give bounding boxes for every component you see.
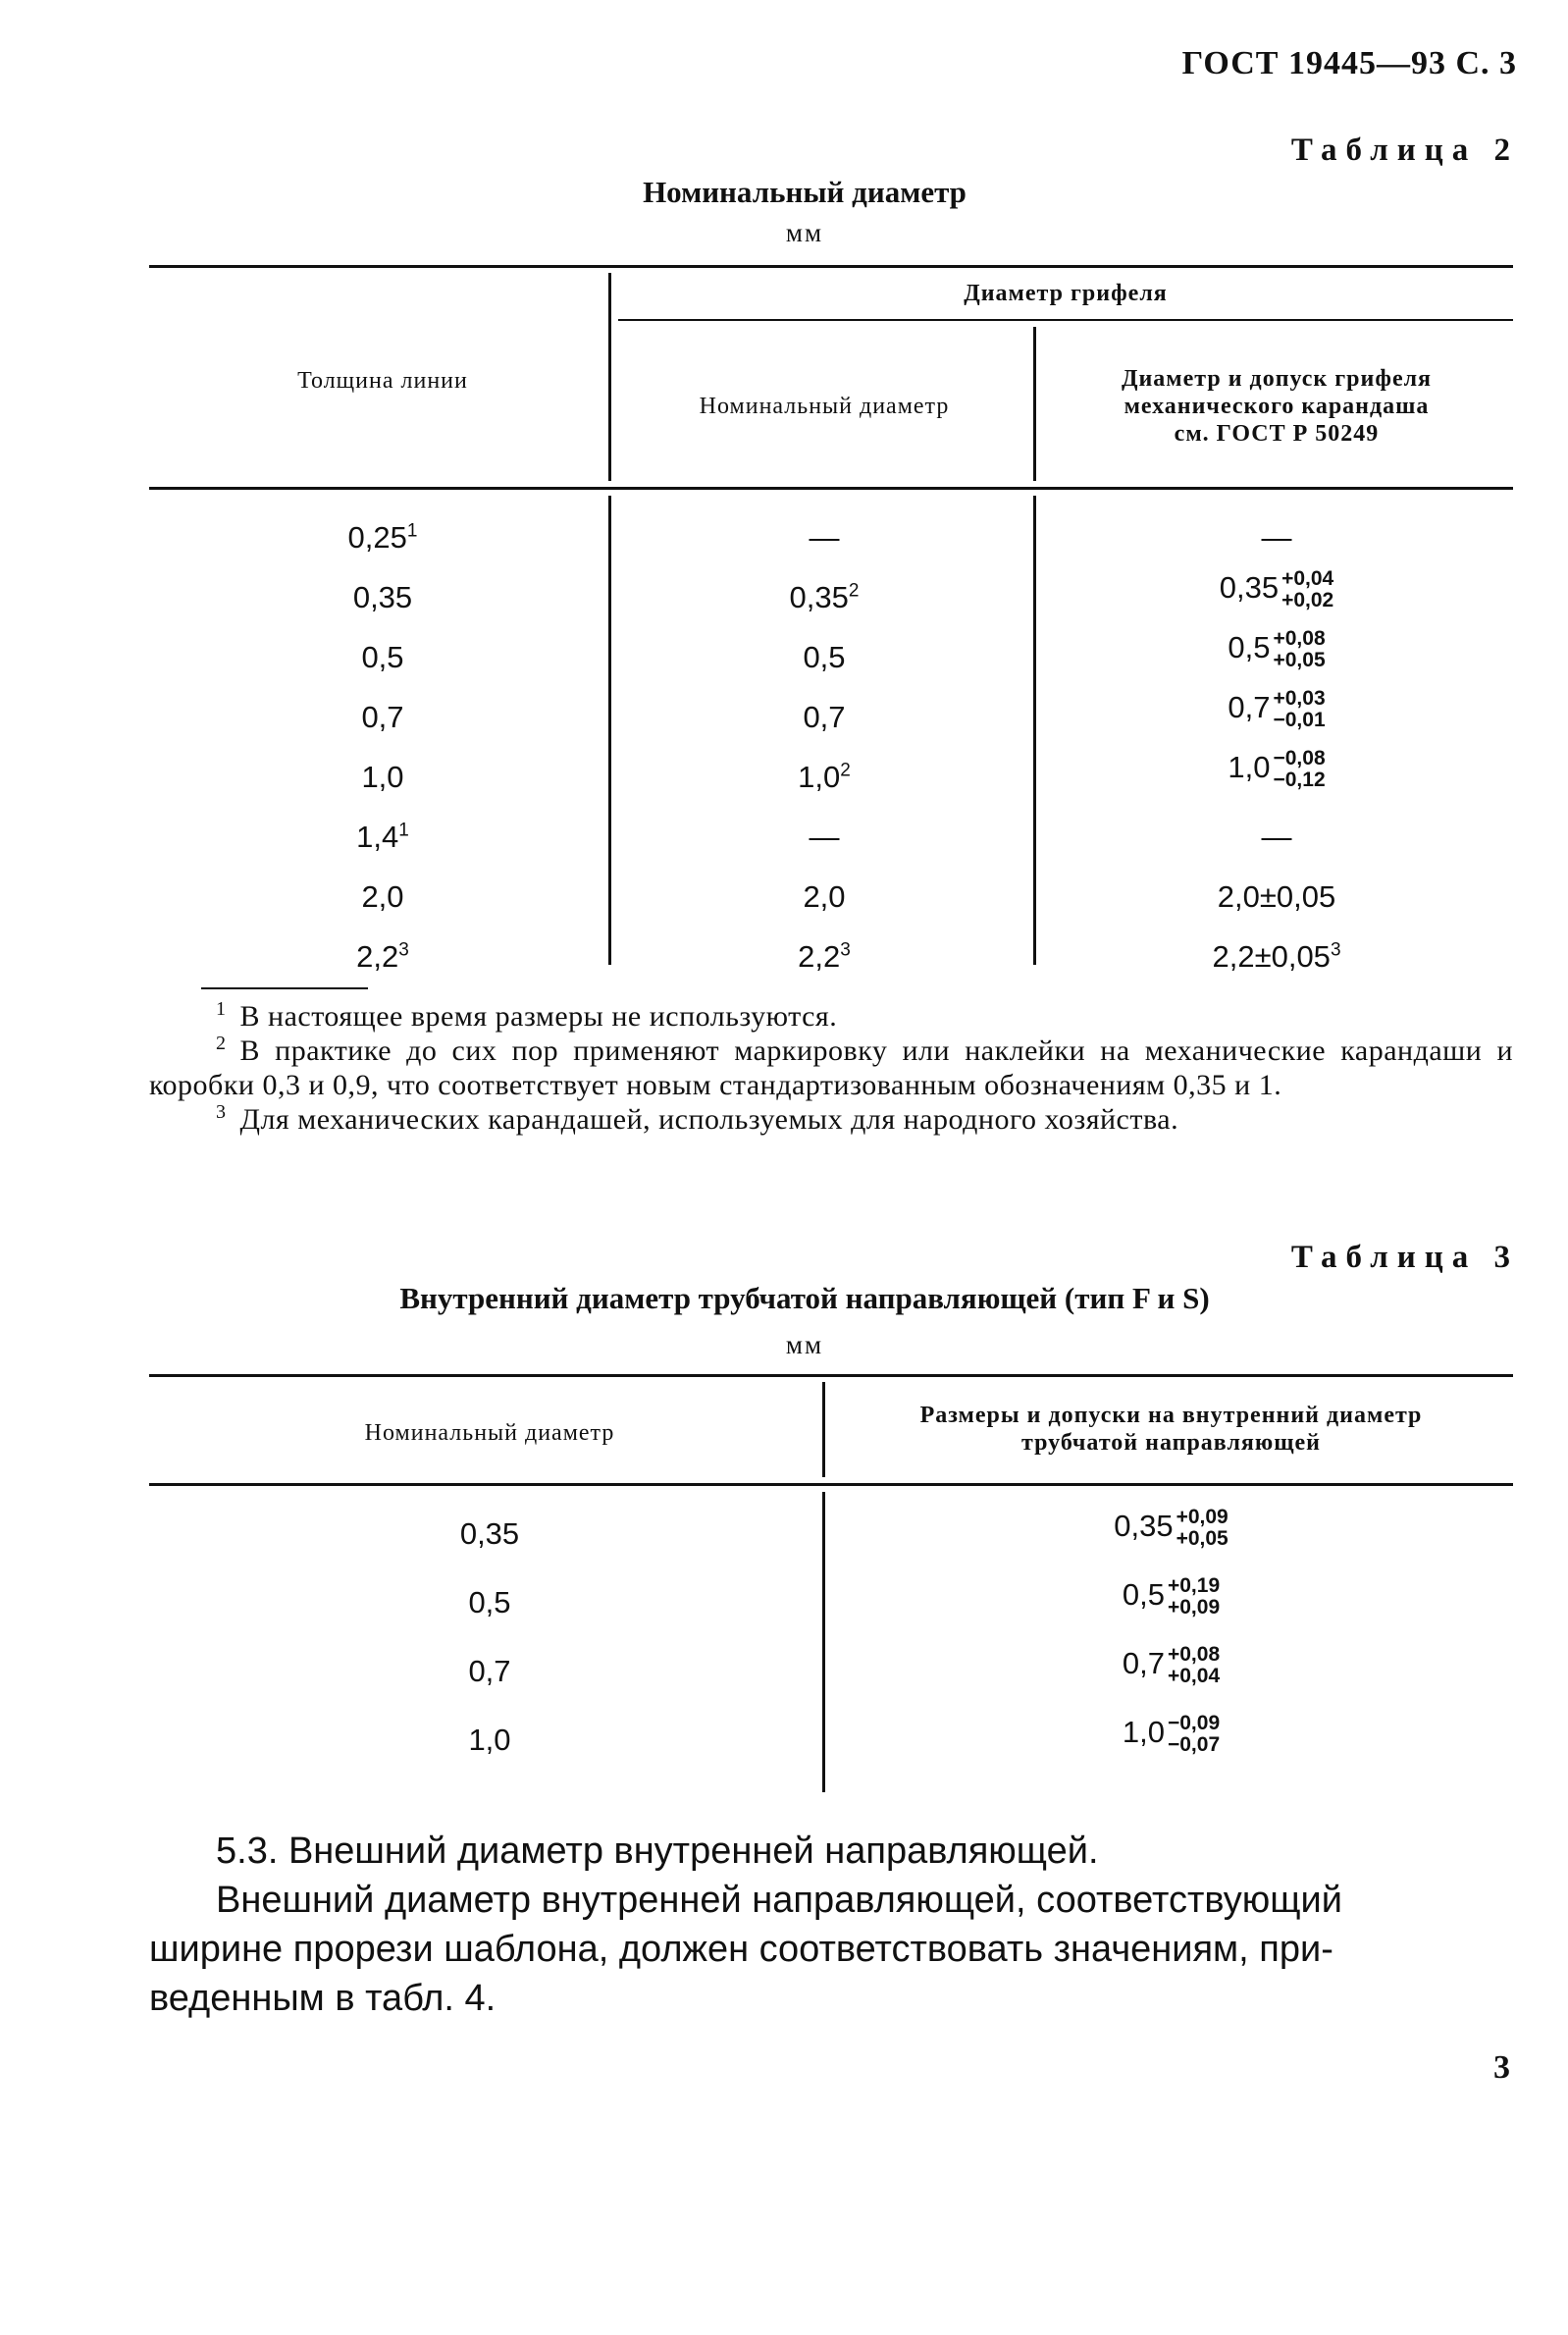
table2-top-rule <box>149 265 1513 268</box>
table2-col-line-header: Толщина линии <box>297 368 468 394</box>
footnote-ref: 2 <box>840 760 851 781</box>
table3-cell-nominal <box>157 1723 822 1758</box>
footnote-text: Для механических карандашей, используемых для народного хозяйства. <box>239 1103 1179 1136</box>
table2-cell-nominal <box>618 939 1030 975</box>
table2-footnote-rule <box>201 987 368 989</box>
table3-cell-tolerance <box>829 1644 1513 1687</box>
tolerance-stack <box>1168 1713 1220 1756</box>
page-number: 3 <box>1493 2049 1511 2086</box>
table2-cell-line <box>157 760 608 795</box>
footnote <box>149 1102 1513 1137</box>
document-header: ГОСТ 19445—93 С. 3 <box>1181 45 1517 81</box>
cell-value: 0,35 <box>352 580 413 614</box>
footnote-text: В практике до сих пор применяют маркировку или наклейки на механические карандаши и коробки 0,3 и 0,9, что соответствует новым стандартизованным обозначениям 0,35 и 1. <box>149 1035 1513 1101</box>
table3-cell-nominal <box>157 1585 822 1620</box>
upper-deviation: −0,08 <box>1273 747 1326 769</box>
lower-deviation: −0,12 <box>1273 769 1326 791</box>
footnote-ref: 3 <box>1330 939 1341 961</box>
table2-col-tol-header: Диаметр и допуск грифеля механического карандаша см. ГОСТ Р 50249 <box>1121 366 1433 447</box>
table2-vline-1-body <box>608 496 611 965</box>
tolerance-stack <box>1273 628 1325 671</box>
table2-cell-line <box>157 640 608 675</box>
table3-top-rule <box>149 1374 1513 1377</box>
table2-cell-line <box>157 580 608 615</box>
lower-deviation: +0,09 <box>1167 1596 1221 1619</box>
cell-value: 0,35 <box>1114 1509 1174 1544</box>
table2-cell-nominal <box>618 879 1030 915</box>
table2-col-nominal-header: Номинальный диаметр <box>699 394 950 419</box>
footnote-ref: 2 <box>848 580 860 602</box>
table2-cell-line <box>157 879 608 915</box>
cell-value: 0,5 <box>1228 630 1271 665</box>
cell-value: 1,0 <box>361 760 404 794</box>
table2-cell-tolerance <box>1040 939 1513 975</box>
table3-vline-head <box>822 1382 825 1477</box>
section-line-3: веденным в табл. 4. <box>149 1978 497 2019</box>
tolerance-stack <box>1176 1507 1228 1550</box>
cell-value: 1,4 <box>356 820 399 854</box>
upper-deviation: +0,08 <box>1167 1643 1221 1666</box>
table2-cell-nominal <box>618 640 1030 675</box>
table2-title: Номинальный диаметр <box>643 175 967 209</box>
table2-vline-1-head <box>608 273 611 481</box>
cell-value: — <box>1261 520 1292 555</box>
cell-value: 0,35 <box>1219 570 1280 606</box>
table3-col-nominal-header: Номинальный диаметр <box>364 1420 615 1446</box>
cell-value: 0,7 <box>1122 1646 1165 1681</box>
table3-vline-body <box>822 1492 825 1792</box>
lower-deviation: +0,04 <box>1167 1665 1221 1687</box>
table2-cell-tolerance <box>1040 820 1513 855</box>
cell-value: 0,7 <box>468 1654 511 1688</box>
table2-cell-tolerance <box>1040 628 1513 671</box>
section-line-2: ширине прорези шаблона, должен соответствовать значениям, при- <box>149 1929 1333 1970</box>
cell-value: 2,0 <box>803 879 846 914</box>
lower-deviation: −0,01 <box>1273 709 1326 731</box>
tolerance-stack <box>1168 1644 1220 1687</box>
table2-units: мм <box>785 218 824 247</box>
footnote-ref: 1 <box>406 520 418 542</box>
footnote-ref: 3 <box>840 939 851 961</box>
lower-deviation: +0,05 <box>1176 1527 1228 1550</box>
lower-deviation: +0,05 <box>1273 649 1326 671</box>
cell-value: 0,35 <box>459 1516 520 1551</box>
table2-cell-line <box>157 520 608 556</box>
cell-value: 0,35 <box>789 580 849 614</box>
table2-cell-line <box>157 939 608 975</box>
table2-header-rule <box>149 487 1513 490</box>
table3-cell-tolerance <box>829 1713 1513 1756</box>
cell-value: 2,2 <box>356 939 399 974</box>
upper-deviation: +0,04 <box>1281 567 1334 590</box>
tolerance-stack <box>1273 688 1325 731</box>
table2-cell-line <box>157 820 608 855</box>
cell-value: 0,25 <box>347 520 407 555</box>
footnote <box>149 999 1513 1034</box>
cell-value: 1,0 <box>1122 1715 1165 1750</box>
upper-deviation: −0,09 <box>1167 1712 1221 1734</box>
footnote-mark: 2 <box>216 1033 227 1054</box>
table3-units: мм <box>785 1330 824 1359</box>
table3-label: Таблица 3 <box>1290 1240 1519 1275</box>
table2-cell-tolerance <box>1040 568 1513 611</box>
tolerance-stack <box>1281 568 1333 611</box>
upper-deviation: +0,03 <box>1273 687 1326 710</box>
table2-vline-2-head <box>1033 327 1036 481</box>
table2-cell-tolerance <box>1040 520 1513 556</box>
cell-value: 0,5 <box>803 640 846 674</box>
table2-cell-tolerance <box>1040 688 1513 731</box>
table2-cell-line <box>157 700 608 735</box>
cell-value: 0,5 <box>1122 1577 1165 1613</box>
table2-cell-nominal <box>618 520 1030 556</box>
table2-cell-nominal <box>618 580 1030 615</box>
table3-col-tol-header: Размеры и допуски на внутренний диаметр трубчатой направляющей <box>919 1403 1423 1456</box>
footnote <box>149 1034 1513 1102</box>
cell-value: 0,7 <box>1228 690 1271 725</box>
table2-group-header: Диаметр грифеля <box>964 281 1168 306</box>
table3-header-rule <box>149 1483 1513 1486</box>
table2-vline-2-body <box>1033 496 1036 965</box>
table2-cell-nominal <box>618 820 1030 855</box>
table3-cell-nominal <box>157 1516 822 1552</box>
table2-cell-nominal <box>618 700 1030 735</box>
lower-deviation: +0,02 <box>1281 589 1334 611</box>
cell-value: — <box>1261 820 1292 854</box>
footnote-mark: 3 <box>216 1101 227 1123</box>
table2-cell-tolerance <box>1040 879 1513 915</box>
cell-value: 0,7 <box>803 700 846 734</box>
section-line-1: Внешний диаметр внутренней направляющей, соответствующий <box>216 1880 1342 1921</box>
cell-value: 0,5 <box>361 640 404 674</box>
table3-cell-tolerance <box>829 1507 1513 1550</box>
table2-group-rule <box>618 319 1513 321</box>
upper-deviation: +0,19 <box>1167 1574 1221 1597</box>
footnote-text: В настоящее время размеры не используются. <box>239 1000 838 1033</box>
tolerance-stack <box>1273 748 1325 791</box>
table2-cell-nominal <box>618 760 1030 795</box>
cell-value: 0,5 <box>468 1585 511 1619</box>
table3-cell-tolerance <box>829 1575 1513 1619</box>
cell-value: — <box>809 520 840 555</box>
cell-value: — <box>809 820 840 854</box>
cell-value: 1,0 <box>798 760 841 794</box>
tolerance-stack <box>1168 1575 1220 1619</box>
footnote-ref: 1 <box>398 820 409 841</box>
cell-value: 2,2±0,05 <box>1212 939 1331 974</box>
cell-value: 2,0±0,05 <box>1217 879 1336 914</box>
cell-value: 2,2 <box>798 939 841 974</box>
table3-title: Внутренний диаметр трубчатой направляющей (тип F и S) <box>399 1281 1210 1315</box>
cell-value: 1,0 <box>1228 750 1271 785</box>
footnote-ref: 3 <box>398 939 409 961</box>
cell-value: 0,7 <box>361 700 404 734</box>
lower-deviation: −0,07 <box>1167 1733 1221 1756</box>
upper-deviation: +0,08 <box>1273 627 1326 650</box>
cell-value: 1,0 <box>468 1723 511 1757</box>
footnote-mark: 1 <box>216 998 227 1020</box>
table2-label: Таблица 2 <box>1290 133 1519 168</box>
cell-value: 2,0 <box>361 879 404 914</box>
table2-cell-tolerance <box>1040 748 1513 791</box>
table3-cell-nominal <box>157 1654 822 1689</box>
section-heading: 5.3. Внешний диаметр внутренней направляющей. <box>216 1831 1099 1872</box>
upper-deviation: +0,09 <box>1176 1506 1228 1528</box>
